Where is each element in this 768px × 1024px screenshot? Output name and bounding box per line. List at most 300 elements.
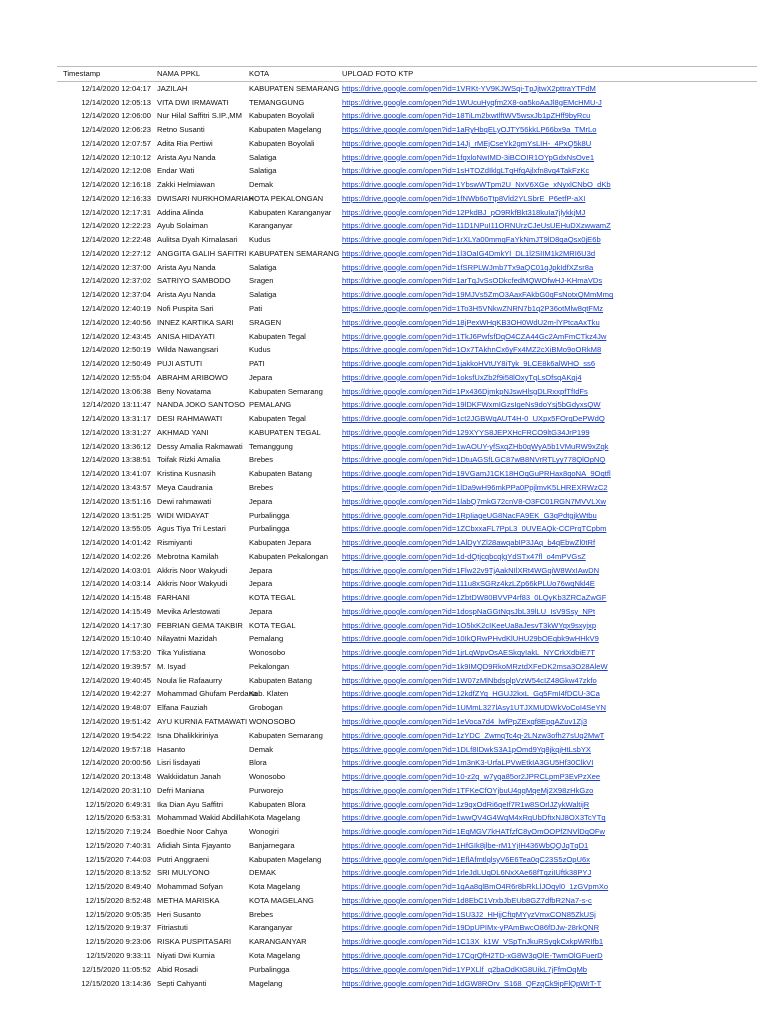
kota-cell: Blora — [249, 758, 267, 768]
timestamp-cell: 12/14/2020 14:01:42 — [81, 538, 151, 548]
table-row — [57, 536, 757, 550]
table-row — [57, 756, 757, 770]
photo-link[interactable]: https://drive.google.com/open?id=1rXLYa00mmqFaYkNmJT9lD8qaQsx0jE6b — [342, 235, 601, 245]
timestamp-cell: 12/14/2020 12:40:56 — [81, 317, 151, 327]
table-row — [57, 825, 757, 839]
table-row — [57, 178, 757, 192]
kota-cell: Karanganyar — [249, 221, 293, 231]
nama-cell: Abid Rosadi — [157, 964, 198, 974]
nama-cell: METHA MARISKA — [157, 895, 220, 905]
timestamp-cell: 12/14/2020 12:07:57 — [81, 138, 151, 148]
kota-cell: Jepara — [249, 565, 273, 575]
table-row — [57, 412, 757, 426]
photo-link[interactable]: https://drive.google.com/open?id=1UMmL327lAsy1UTJXMUDWkVoCoI4SeYN — [342, 703, 607, 713]
timestamp-cell: 12/14/2020 12:37:02 — [81, 276, 151, 286]
photo-link[interactable]: https://drive.google.com/open?id=1fNWb6oTtp8Vld2YLSbrE_P6etfP-aXI — [342, 193, 586, 203]
photo-link[interactable]: https://drive.google.com/open?id=1qAa8qlBmO4R6r8bRkLlJOqyl0_1zGVpmXo — [342, 882, 609, 892]
photo-link[interactable]: https://drive.google.com/open?id=1l3OaIG4DmkYl_DL1l2SIIM1k2MRI6U3d — [342, 248, 596, 258]
kota-cell: Kabupaten Semarang — [249, 730, 323, 740]
photo-link[interactable]: https://drive.google.com/open?id=1HfGIk8jlbe-rM1YjIH436WbQQJqTqD1 — [342, 840, 589, 850]
kota-cell: Grobogan — [249, 703, 283, 713]
photo-link[interactable]: https://drive.google.com/open?id=1d8EbC1VrxbJbEUb8GZ7dfbR2Na7-s-c — [342, 895, 592, 905]
timestamp-cell: 12/14/2020 12:22:23 — [81, 221, 151, 231]
nama-cell: Agus Tiya Tri Lestari — [157, 524, 226, 534]
nama-cell: Mohammad Ghufam Perdana — [157, 689, 258, 699]
photo-link[interactable]: https://drive.google.com/open?id=1fSRPLWJmb7Tx9aQC01qJpkIdfXZsr8a — [342, 262, 594, 272]
photo-link[interactable]: https://drive.google.com/open?id=1rleJdLUqDL6NxXAe68fTqziIUftk38PYJ — [342, 868, 592, 878]
photo-link[interactable]: https://drive.google.com/open?id=14Jj_rMEjCseYk2gmYsLIH-_4PxQ5k8U — [342, 138, 592, 148]
kota-cell: Demak — [249, 744, 274, 754]
photo-link[interactable]: https://drive.google.com/open?id=1YbswWTpm2U_NxV6XGe_xNyxlCNbO_dKb — [342, 180, 611, 190]
kota-cell: Kudus — [249, 235, 271, 245]
kota-cell: Kabupaten Pekalongan — [249, 551, 328, 561]
nama-cell: INNEZ KARTIKA SARI — [157, 317, 234, 327]
nama-cell: Retno Susanti — [157, 125, 205, 135]
nama-cell: Zakki Helmiawan — [157, 180, 215, 190]
table-row — [57, 894, 757, 908]
kota-cell: Kota Magelang — [249, 813, 301, 823]
photo-link[interactable]: https://drive.google.com/open?id=1WUcuHyqfm2X8-oa5koAaJl8gEMcHMU-J — [342, 97, 602, 107]
photo-link[interactable]: https://drive.google.com/open?id=1dospNaGGtNqsJbL39lLU_IsV9Ssy_NPt — [342, 606, 596, 616]
table-row — [57, 646, 757, 660]
photo-link[interactable]: https://drive.google.com/open?id=1Ox7TAkhnCx6yFx4MZ2cXiBMo9oORkM8 — [342, 345, 602, 355]
kota-cell: KABUPATEN SEMARANG — [249, 83, 340, 93]
nama-cell: Wakkiidatun Janah — [157, 772, 221, 782]
timestamp-cell: 12/14/2020 12:10:12 — [81, 152, 151, 162]
timestamp-cell: 12/15/2020 6:49:31 — [85, 799, 151, 809]
timestamp-cell: 12/14/2020 12:04:17 — [81, 83, 151, 93]
nama-cell: ABRAHM ARIBOWO — [157, 372, 228, 382]
photo-link[interactable]: https://drive.google.com/open?id=18jPexWHqKB3OH0WdU2m-lYPtcaAxTku — [342, 317, 600, 327]
photo-link[interactable]: https://drive.google.com/open?id=1EflAfmtlqlsyV6E6Tea0qC23S5zOpU6x — [342, 854, 590, 864]
nama-cell: Dessy Amalia Rakmawati — [157, 441, 243, 451]
nama-cell: Mohammad Wakid Abdillah — [157, 813, 249, 823]
kota-cell: Purbalingga — [249, 964, 290, 974]
table-row — [57, 467, 757, 481]
timestamp-cell: 12/14/2020 14:15:48 — [81, 593, 151, 603]
timestamp-cell: 12/14/2020 19:40:45 — [81, 675, 151, 685]
table-row — [57, 798, 757, 812]
nama-cell: FARHANI — [157, 593, 190, 603]
nama-cell: Noula lie Rafaaurry — [157, 675, 222, 685]
kota-cell: Purworejo — [249, 785, 284, 795]
nama-cell: Nur Hilal Saffitri S.IP.,MM — [157, 111, 242, 121]
nama-cell: Wilda Nawangsari — [157, 345, 219, 355]
kota-cell: Jepara — [249, 372, 273, 382]
table-row — [57, 233, 757, 247]
timestamp-cell: 12/14/2020 12:43:45 — [81, 331, 151, 341]
nama-cell: Mebrotna Kamilah — [157, 551, 219, 561]
timestamp-cell: 12/15/2020 8:13:52 — [85, 868, 151, 878]
nama-cell: PUJI ASTUTI — [157, 359, 203, 369]
nama-cell: Elfana Fauziah — [157, 703, 208, 713]
nama-cell: Isna Dhalikkiriniya — [157, 730, 219, 740]
kota-cell: SRAGEN — [249, 317, 282, 327]
photo-link[interactable]: https://drive.google.com/open?id=1sHTOZdIklgLTqHfqAjlxfn8vq4TakFzKc — [342, 166, 590, 176]
table-row — [57, 495, 757, 509]
table-row — [57, 398, 757, 412]
kota-cell: WONOSOBO — [249, 716, 296, 726]
kota-cell: KABUPATEN TEGAL — [249, 427, 321, 437]
timestamp-cell: 12/14/2020 13:11:47 — [81, 400, 151, 410]
table-row — [57, 371, 757, 385]
nama-cell: ANISA HIDAYATI — [157, 331, 215, 341]
table-row — [57, 977, 757, 991]
table-row — [57, 123, 757, 137]
photo-link[interactable]: https://drive.google.com/open?id=12kdfZYq_HGUJ2kxL_Gq5FmI4fDCU-3Ca — [342, 689, 600, 699]
photo-link[interactable]: https://drive.google.com/open?id=1O5lxK2cIKeeUa8aJesvT3kWYqx9sxyjxp — [342, 620, 597, 630]
kota-cell: Kota Magelang — [249, 882, 301, 892]
kota-cell: Salatiga — [249, 262, 277, 272]
timestamp-cell: 12/14/2020 12:40:19 — [81, 304, 151, 314]
header-timestamp: Timestamp — [63, 69, 101, 78]
photo-link[interactable]: https://drive.google.com/open?id=1zYDC_ZwmqTc4q-2LNzw3ofh27sUq2MwT — [342, 730, 605, 740]
nama-cell: Dewi rahmawati — [157, 496, 212, 506]
table-row — [57, 591, 757, 605]
photo-link[interactable]: https://drive.google.com/open?id=1TkJ6PwfsfDqO4CZA44Gc2AmFmCTkz4Jw — [342, 331, 607, 341]
table-row — [57, 385, 757, 399]
nama-cell: Nilayatni Mazidah — [157, 634, 217, 644]
kota-cell: Purbalingga — [249, 524, 290, 534]
nama-cell: NANDA JOKO SANTOSO — [157, 400, 246, 410]
table-row — [57, 316, 757, 330]
table-row — [57, 949, 757, 963]
table-row — [57, 632, 757, 646]
table-row — [57, 247, 757, 261]
kota-cell: Kota Magelang — [249, 951, 301, 960]
kota-cell: PEMALANG — [249, 400, 292, 410]
table-row — [57, 509, 757, 523]
table-row — [57, 288, 757, 302]
photo-link[interactable]: https://drive.google.com/open?id=1TFKeCfOYjbuU4qqMqeMj2X98zHkGzo — [342, 785, 594, 795]
timestamp-cell: 12/14/2020 12:55:04 — [81, 372, 151, 382]
timestamp-cell: 12/15/2020 8:52:48 — [85, 895, 151, 905]
nama-cell: ANGGITA GALIH SAFITRI — [157, 248, 247, 258]
photo-link[interactable]: https://drive.google.com/open?id=1z9qxOdRi6qeIf7R1w8SOrlJZykWaltijR — [342, 799, 590, 809]
nama-cell: M. Isyad — [157, 661, 186, 671]
photo-link[interactable]: https://drive.google.com/open?id=10-z2q_w7yqa85or2JPRCLpmP3EvPzXee — [342, 772, 601, 782]
kota-cell: Kabupaten Batang — [249, 469, 312, 479]
photo-link[interactable]: https://drive.google.com/open?id=1lDa9wH96mkPPa0PpjlmvK5LHREXRWzC2 — [342, 482, 608, 492]
photo-link[interactable]: https://drive.google.com/open?id=1arTqJvSsODkcfedMQWOfwHJ-KHmaVDs — [342, 276, 603, 286]
nama-cell: Lisri lisdayati — [157, 758, 201, 768]
timestamp-cell: 12/14/2020 13:31:17 — [81, 414, 151, 424]
table-row — [57, 192, 757, 206]
kota-cell: Sragen — [249, 276, 274, 286]
header-nama: NAMA PPKL — [157, 69, 201, 78]
header-kota: KOTA — [249, 69, 270, 78]
photo-link[interactable]: https://drive.google.com/open?id=19MJVs5ZmO3AaxFAkbG0qFsNotxQMmMmq — [342, 290, 614, 300]
photo-link[interactable]: https://drive.google.com/open?id=1DtuAGSfLGC87wB8NVrRTLyy778QlOpNQ — [342, 455, 606, 465]
kota-cell: Temanggung — [249, 441, 293, 451]
kota-cell: Kabupaten Tegal — [249, 414, 306, 424]
timestamp-cell: 12/14/2020 13:41:07 — [81, 469, 151, 479]
table-row — [57, 811, 757, 825]
spreadsheet — [57, 66, 757, 990]
table-row — [57, 619, 757, 633]
timestamp-cell: 12/15/2020 6:53:31 — [85, 813, 151, 823]
kota-cell: Kudus — [249, 345, 271, 355]
nama-cell: Addina Alinda — [157, 207, 204, 217]
kota-cell: KOTA TEGAL — [249, 593, 296, 603]
kota-cell: Kabupaten Boyolali — [249, 138, 315, 148]
nama-cell: Nofi Puspita Sari — [157, 304, 214, 314]
timestamp-cell: 12/14/2020 13:06:38 — [81, 386, 151, 396]
photo-link[interactable]: https://drive.google.com/open?id=1C13X_k1W_VSpTnJkuRSyqkCxkpWRIfb1 — [342, 937, 604, 947]
nama-cell: Mohammad Sofyan — [157, 882, 223, 892]
nama-cell: FEBRIAN GEMA TAKBIR — [157, 620, 243, 630]
timestamp-cell: 12/14/2020 13:31:27 — [81, 427, 151, 437]
nama-cell: SRI MULYONO — [157, 868, 210, 878]
kota-cell: Salatiga — [249, 166, 277, 176]
nama-cell: RISKA PUSPITASARI — [157, 937, 232, 947]
timestamp-cell: 12/14/2020 19:51:42 — [81, 716, 151, 726]
timestamp-cell: 12/14/2020 12:16:18 — [81, 180, 151, 190]
nama-cell: Arista Ayu Nanda — [157, 262, 216, 272]
table-row — [57, 908, 757, 922]
timestamp-cell: 12/15/2020 7:44:03 — [85, 854, 151, 864]
photo-link[interactable]: https://drive.google.com/open?id=19lDKFWxmIGzsIgeNs9doYsj5bGdyxsQW — [342, 400, 601, 410]
photo-link[interactable]: https://drive.google.com/open?id=12PkdBJ_pO9RkfBkt318kuIa7jlykkjMJ — [342, 207, 586, 217]
photo-link[interactable]: https://drive.google.com/open?id=1eVoca7d4_lwfPpZExqf8EpqAZuv1Zj3 — [342, 716, 588, 726]
table-row — [57, 151, 757, 165]
photo-link[interactable]: https://drive.google.com/open?id=18TiLm2lxwtlftWV5wsxJb1pZHff9byRcu — [342, 111, 591, 121]
photo-link[interactable]: https://drive.google.com/open?id=1W07zMlNbdsplpVzW54cIZ48Gkw47zkfo — [342, 675, 597, 685]
nama-cell: Meya Caudrania — [157, 482, 213, 492]
table-row — [57, 605, 757, 619]
kota-cell: Brebes — [249, 455, 274, 465]
timestamp-cell: 12/15/2020 9:33:11 — [86, 951, 151, 960]
photo-link[interactable]: https://drive.google.com/open?id=111u8xSGRz4kzLZp66kPLUo76wqNkl4E — [342, 579, 595, 589]
timestamp-cell: 12/15/2020 9:23:06 — [85, 937, 151, 947]
table-body — [57, 81, 757, 990]
kota-cell: PATI — [249, 359, 265, 369]
kota-cell: Jepara — [249, 496, 273, 506]
photo-link[interactable]: https://drive.google.com/open?id=1Flw22v9TjAakNIlXRt4WGqiW8WxIAwDN — [342, 565, 600, 575]
nama-cell: Aulitsa Dyah Kirnalasari — [157, 235, 238, 245]
nama-cell: Fitriastuti — [157, 923, 188, 933]
photo-link[interactable]: https://drive.google.com/open?id=1aRyHbqELyOJTY56kkLP66bx9a_TMrLo — [342, 125, 597, 135]
table-row — [57, 853, 757, 867]
table-row — [57, 357, 757, 371]
photo-link[interactable]: https://drive.google.com/open?id=1dGW8ROrv_S168_QFzqCk9ipFlQpWrT-T — [342, 978, 602, 988]
kota-cell: Salatiga — [249, 290, 277, 300]
table-row — [57, 715, 757, 729]
photo-link[interactable]: https://drive.google.com/open?id=1fqxloNwIMD-3iBCOIR1OYpGdxNsOve1 — [342, 152, 595, 162]
table-row — [57, 770, 757, 784]
timestamp-cell: 12/14/2020 15:10:40 — [81, 634, 151, 644]
photo-link[interactable]: https://drive.google.com/open?id=1RpIiageUG8NacFA9EK_G3qPdtgjkWtbu — [342, 510, 597, 520]
timestamp-cell: 12/14/2020 13:36:12 — [81, 441, 151, 451]
table-row — [57, 866, 757, 880]
timestamp-cell: 12/14/2020 12:27:12 — [81, 248, 151, 258]
nama-cell: Mevika Arlestowati — [157, 606, 220, 616]
kota-cell: Kabupaten Magelang — [249, 125, 322, 135]
kota-cell: Kabupaten Karanganyar — [249, 207, 332, 217]
timestamp-cell: 12/14/2020 12:22:48 — [81, 235, 151, 245]
table-row — [57, 261, 757, 275]
kota-cell: Pemalang — [249, 634, 284, 644]
timestamp-cell: 12/15/2020 8:49:40 — [85, 882, 151, 892]
timestamp-cell: 12/14/2020 12:05:13 — [81, 97, 151, 107]
kota-cell: TEMANGGUNG — [249, 97, 305, 107]
nama-cell: Adita Ria Pertiwi — [157, 138, 213, 148]
photo-link[interactable]: https://drive.google.com/open?id=1ct2JGBWqAUT4H-0_UXpx5FOrqDePWdQ — [342, 414, 605, 424]
photo-link[interactable]: https://drive.google.com/open?id=1SU3J2_HHjjCftqMYyzVmxCON85ZkUSj — [342, 909, 596, 919]
table-row — [57, 81, 757, 95]
photo-link[interactable]: https://drive.google.com/open?id=10IkQRwPHvdKlUHU29bOEqbk9wHHkV9 — [342, 634, 599, 644]
photo-link[interactable]: https://drive.google.com/open?id=1oksfUxZb2f9i58lOxyTqLsOfsqAKqj4 — [342, 372, 582, 382]
nama-cell: Ika Dian Ayu Saffitri — [157, 799, 223, 809]
kota-cell: Kabupaten Blora — [249, 799, 306, 809]
timestamp-cell: 12/14/2020 12:06:00 — [81, 111, 151, 121]
nama-cell: Heri Susanto — [157, 909, 201, 919]
timestamp-cell: 12/14/2020 20:13:48 — [81, 772, 151, 782]
table-row — [57, 426, 757, 440]
kota-cell: Kabupaten Jepara — [249, 538, 312, 548]
nama-cell: Beny Novatama — [157, 386, 212, 396]
photo-link[interactable]: https://drive.google.com/open?id=1wwQV4G4WqM4xRqUbDftxNJ8OX3TcYTq — [342, 813, 606, 823]
nama-cell: DWISARI NURKHOMARIAH — [157, 193, 255, 203]
photo-link[interactable]: https://drive.google.com/open?id=1YPXLlf_q2baOdKtG8UikL7jFfmOqMb — [342, 964, 588, 974]
nama-cell: SATRIYO SAMBODO — [157, 276, 231, 286]
kota-cell: Wonosobo — [249, 648, 286, 658]
kota-cell: KARANGANYAR — [249, 937, 307, 947]
kota-cell: DEMAK — [249, 868, 277, 878]
table-row — [57, 453, 757, 467]
kota-cell: Pati — [249, 304, 263, 314]
timestamp-cell: 12/14/2020 13:55:05 — [81, 524, 151, 534]
nama-cell: Putri Anggraeni — [157, 854, 209, 864]
nama-cell: VITA DWI IRMAWATI — [157, 97, 229, 107]
data-table — [57, 66, 757, 990]
photo-link[interactable]: https://drive.google.com/open?id=1labQ7mkG72cnV8-O3FC01RGN7MVVLXw — [342, 496, 607, 506]
photo-link[interactable]: https://drive.google.com/open?id=1d-dQtjcqbcqlgYdSTx47fl_o4mPVGsZ — [342, 551, 586, 561]
table-row — [57, 687, 757, 701]
nama-cell: WIDI WIDAYAT — [157, 510, 209, 520]
photo-link[interactable]: https://drive.google.com/open?id=19VGamJ1CK18HOqGuPRHax8qoNA_9Oqtfl — [342, 469, 611, 479]
nama-cell: Hasanto — [157, 744, 186, 754]
table-row — [57, 274, 757, 288]
nama-cell: Afidiah Sinta Fjayanto — [157, 840, 231, 850]
nama-cell: Boedhie Noor Cahya — [157, 827, 228, 837]
photo-link[interactable]: https://drive.google.com/open?id=129XYYS8JEPXHcFRCO9ltG34JrP199 — [342, 427, 590, 437]
kota-cell: Karanganyar — [249, 923, 293, 933]
nama-cell: Akkris Noor Wakyudi — [157, 565, 228, 575]
nama-cell: DESI RAHMAWATI — [157, 414, 223, 424]
timestamp-cell: 12/14/2020 13:43:57 — [81, 482, 151, 492]
kota-cell: Brebes — [249, 482, 274, 492]
kota-cell: Jepara — [249, 606, 273, 616]
photo-link[interactable]: https://drive.google.com/open?id=1jrLqWpvOsAESkqyIakL_NYCrkXdbiE7T — [342, 648, 596, 658]
timestamp-cell: 12/15/2020 7:19:24 — [85, 827, 151, 837]
table-row — [57, 577, 757, 591]
timestamp-cell: 12/14/2020 14:03:14 — [81, 579, 151, 589]
kota-cell: Kabupaten Magelang — [249, 854, 322, 864]
header-row — [57, 67, 757, 82]
photo-link[interactable]: https://drive.google.com/open?id=1ZCbxxaFL7PpL3_0UVEAQk-CCPrqTCpbm — [342, 524, 607, 534]
table-row — [57, 330, 757, 344]
timestamp-cell: 12/14/2020 19:54:22 — [81, 730, 151, 740]
kota-cell: Magelang — [249, 978, 283, 988]
kota-cell: Wonogiri — [249, 827, 279, 837]
table-row — [57, 522, 757, 536]
photo-link[interactable]: https://drive.google.com/open?id=1EqMGV7kHATfzfC8yOmOOPfZNVlDqOFw — [342, 827, 605, 837]
table-row — [57, 729, 757, 743]
timestamp-cell: 12/14/2020 20:00:56 — [81, 758, 151, 768]
table-row — [57, 564, 757, 578]
table-row — [57, 481, 757, 495]
table-row — [57, 137, 757, 151]
nama-cell: Arista Ayu Nanda — [157, 290, 216, 300]
kota-cell: KOTA PEKALONGAN — [249, 193, 324, 203]
nama-cell: Akkris Noor Wakyudi — [157, 579, 228, 589]
kota-cell: KABUPATEN SEMARANG — [249, 248, 340, 258]
kota-cell: Kabupaten Semarang — [249, 386, 323, 396]
timestamp-cell: 12/14/2020 12:37:00 — [81, 262, 151, 272]
nama-cell: Toifak Rizki Amalia — [157, 455, 221, 465]
table-row — [57, 164, 757, 178]
kota-cell: Salatiga — [249, 152, 277, 162]
table-row — [57, 674, 757, 688]
photo-link[interactable]: https://drive.google.com/open?id=1To3H5VNkwZNRN7b1q2P36otMlw8qtFMz — [342, 304, 604, 314]
timestamp-cell: 12/14/2020 12:50:49 — [81, 359, 151, 369]
photo-link[interactable]: https://drive.google.com/open?id=1ZbtDW80BVVP4rf83_0LQyKb3ZRCaZwGF — [342, 593, 607, 603]
photo-link[interactable]: https://drive.google.com/open?id=1Px436DjmkpNJswHlsgDLRxxpfTfIdFs — [342, 386, 588, 396]
timestamp-cell: 12/15/2020 11:05:52 — [81, 964, 151, 974]
photo-link[interactable]: https://drive.google.com/open?id=1k9IMQD9RkoMRztdXFeDK2msa3O28AleW — [342, 661, 608, 671]
kota-cell: Jepara — [249, 579, 273, 589]
timestamp-cell: 12/14/2020 20:31:10 — [81, 785, 151, 795]
timestamp-cell: 12/14/2020 12:37:04 — [81, 290, 151, 300]
photo-link[interactable]: https://drive.google.com/open?id=1wAOUY-yfSxqZHb0qWyA5b1VMuRW9xZqk — [342, 441, 609, 451]
nama-cell: Niyati Dwi Kurnia — [157, 951, 215, 960]
nama-cell: Endar Wati — [157, 166, 195, 176]
timestamp-cell: 12/14/2020 14:15:49 — [81, 606, 151, 616]
nama-cell: AKHMAD YANI — [157, 427, 209, 437]
table-row — [57, 550, 757, 564]
table-row — [57, 302, 757, 316]
photo-link[interactable]: https://drive.google.com/open?id=1jakkoHVtUY8iTyk_9LCE8k6alWHO_ss6 — [342, 359, 596, 369]
timestamp-cell: 12/14/2020 13:38:51 — [81, 455, 151, 465]
photo-link[interactable]: https://drive.google.com/open?id=19DpUPIMx-yPAmBwcO86fDJw-28rkQNR — [342, 923, 600, 933]
photo-link[interactable]: https://drive.google.com/open?id=1DLf8IDwkS3A1pOmd9Yq8jkqjHtLsbYX — [342, 744, 591, 754]
nama-cell: Defri Maniana — [157, 785, 205, 795]
table-row — [57, 921, 757, 935]
kota-cell: KOTA TEGAL — [249, 620, 296, 630]
timestamp-cell: 12/14/2020 12:16:33 — [81, 193, 151, 203]
photo-link[interactable]: https://drive.google.com/open?id=11D1NPuI11ORNUrzCJeUsUEHuDXzwwamZ — [342, 221, 611, 231]
timestamp-cell: 12/14/2020 19:48:07 — [81, 703, 151, 713]
nama-cell: Rismiyanti — [157, 538, 193, 548]
table-row — [57, 440, 757, 454]
timestamp-cell: 12/14/2020 14:17:30 — [81, 620, 151, 630]
nama-cell: Arista Ayu Nanda — [157, 152, 216, 162]
nama-cell: Ayub Solaiman — [157, 221, 208, 231]
timestamp-cell: 12/14/2020 14:02:26 — [81, 551, 151, 561]
header-upload-foto: UPLOAD FOTO KTP — [342, 69, 414, 78]
kota-cell: Demak — [249, 180, 274, 190]
photo-link[interactable]: https://drive.google.com/open?id=1VRKt-YV9KJWSqi-TpJjtwX2pttraYTFdM — [342, 83, 596, 93]
kota-cell: Kabupaten Batang — [249, 675, 312, 685]
nama-cell: Kristina Kusnasih — [157, 469, 216, 479]
timestamp-cell: 12/14/2020 19:42:27 — [81, 689, 151, 699]
nama-cell: Septi Cahyanti — [157, 978, 207, 988]
photo-link[interactable]: https://drive.google.com/open?id=1m3nK3-UrfaLPVwEtkIA3GU5Hf30ClkVI — [342, 758, 594, 768]
table-row — [57, 963, 757, 977]
photo-link[interactable]: https://drive.google.com/open?id=1AlDyYZl28awqabIP3JAq_b4qEbwZl0tRf — [342, 538, 596, 548]
photo-link[interactable]: https://drive.google.com/open?id=17CgrQfH2TD-xG8W3qOlE-TwmOlGFuerD — [342, 951, 603, 960]
